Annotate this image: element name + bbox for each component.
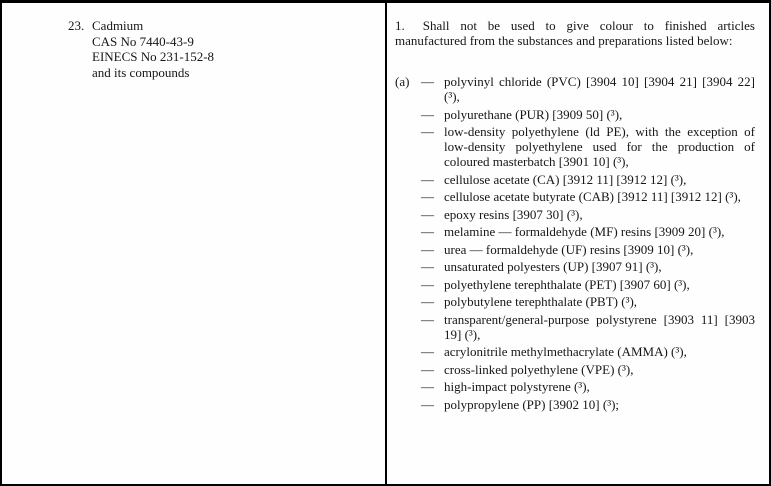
dash-marker: — xyxy=(421,396,434,412)
item-label xyxy=(395,124,421,169)
item-text: polyvinyl chloride (PVC) [3904 10] [3904 21] [3904 22] (³), xyxy=(444,74,755,104)
item-label xyxy=(395,344,421,359)
substance-details xyxy=(92,18,214,80)
list-item xyxy=(395,189,755,204)
dash-marker: — xyxy=(421,311,434,327)
item-label xyxy=(395,259,421,274)
item-text: cross-linked polyethylene (VPE) (³), xyxy=(444,361,634,377)
list-item xyxy=(395,224,755,239)
item-text: cellulose acetate (CA) [3912 11] [3912 12] (³), xyxy=(444,171,687,187)
item-text: melamine — formaldehyde (MF) resins [3909 20] (³), xyxy=(444,224,725,239)
dash-marker: — xyxy=(421,379,434,394)
dash-marker: — xyxy=(421,344,434,359)
substance-list xyxy=(395,74,755,412)
list-item xyxy=(395,379,755,394)
item-text: low-density polyethylene (ld PE), with the exception of low-density polyethylene used for the production of coloured masterbatch [3901 10] (³), xyxy=(444,124,755,169)
list-item xyxy=(395,124,755,169)
table-row xyxy=(2,3,769,484)
substance-entry xyxy=(68,18,365,80)
restrictions-column xyxy=(387,3,769,484)
item-label xyxy=(395,189,421,204)
list-item xyxy=(395,259,755,274)
list-item xyxy=(395,294,755,309)
paragraph-text: Shall not be used to give colour to finished articles manufactured from the substances and preparations listed below: xyxy=(395,18,755,48)
dash-marker: — xyxy=(421,171,434,187)
dash-marker: — xyxy=(421,361,434,377)
dash-marker: — xyxy=(421,106,434,122)
list-item xyxy=(395,344,755,359)
item-label xyxy=(395,107,421,122)
item-label xyxy=(395,294,421,309)
dash-marker: — xyxy=(421,124,434,139)
item-label xyxy=(395,397,421,412)
substance-column xyxy=(2,3,387,484)
list-item xyxy=(395,242,755,257)
item-text: cellulose acetate butyrate (CAB) [3912 11] [3912 12] (³), xyxy=(444,189,741,204)
item-label xyxy=(395,277,421,292)
dash-marker: — xyxy=(421,74,434,89)
list-item xyxy=(395,207,755,222)
dash-marker: — xyxy=(421,276,434,292)
einecs-number: EINECS No 231-152-8 xyxy=(92,49,215,64)
item-label xyxy=(395,207,421,222)
item-text: urea — formaldehyde (UF) resins [3909 10] (³), xyxy=(444,241,694,257)
cas-number: CAS No 7440-43-9 xyxy=(92,33,194,49)
list-item xyxy=(395,362,755,377)
item-text: transparent/general-purpose polystyrene [3903 11] [3903 19] (³), xyxy=(444,311,755,342)
item-label xyxy=(395,379,421,394)
dash-marker: — xyxy=(421,294,434,309)
entry-number: 23. xyxy=(68,18,85,33)
paragraph-number: 1. xyxy=(395,18,405,33)
item-label xyxy=(395,224,421,239)
list-item xyxy=(395,107,755,122)
restriction-paragraph xyxy=(395,18,755,48)
dash-marker: — xyxy=(421,189,434,204)
dash-marker: — xyxy=(421,224,434,239)
item-label xyxy=(395,172,421,187)
dash-marker: — xyxy=(421,206,434,222)
item-text: polypropylene (PP) [3902 10] (³); xyxy=(444,396,620,412)
item-text: polybutylene terephthalate (PBT) (³), xyxy=(444,294,638,309)
item-text: high-impact polystyrene (³), xyxy=(444,379,590,394)
item-label: (a) xyxy=(395,74,410,89)
list-item xyxy=(395,277,755,292)
substance-name: Cadmium xyxy=(92,18,144,33)
list-item xyxy=(395,397,755,412)
list-item xyxy=(395,312,755,342)
item-text: polyethylene terephthalate (PET) [3907 60] (³), xyxy=(444,276,690,292)
list-item xyxy=(395,74,755,104)
item-text: acrylonitrile methylmethacrylate (AMMA) (³), xyxy=(444,344,687,359)
compounds-note: and its compounds xyxy=(92,64,190,80)
item-text: epoxy resins [3907 30] (³), xyxy=(444,206,583,222)
item-text: unsaturated polyesters (UP) [3907 91] (³), xyxy=(444,259,662,274)
item-label xyxy=(395,312,421,342)
item-label xyxy=(395,362,421,377)
item-label xyxy=(395,242,421,257)
list-item xyxy=(395,172,755,187)
item-text: polyurethane (PUR) [3909 50] (³), xyxy=(444,106,623,122)
dash-marker: — xyxy=(421,241,434,257)
dash-marker: — xyxy=(421,259,434,274)
